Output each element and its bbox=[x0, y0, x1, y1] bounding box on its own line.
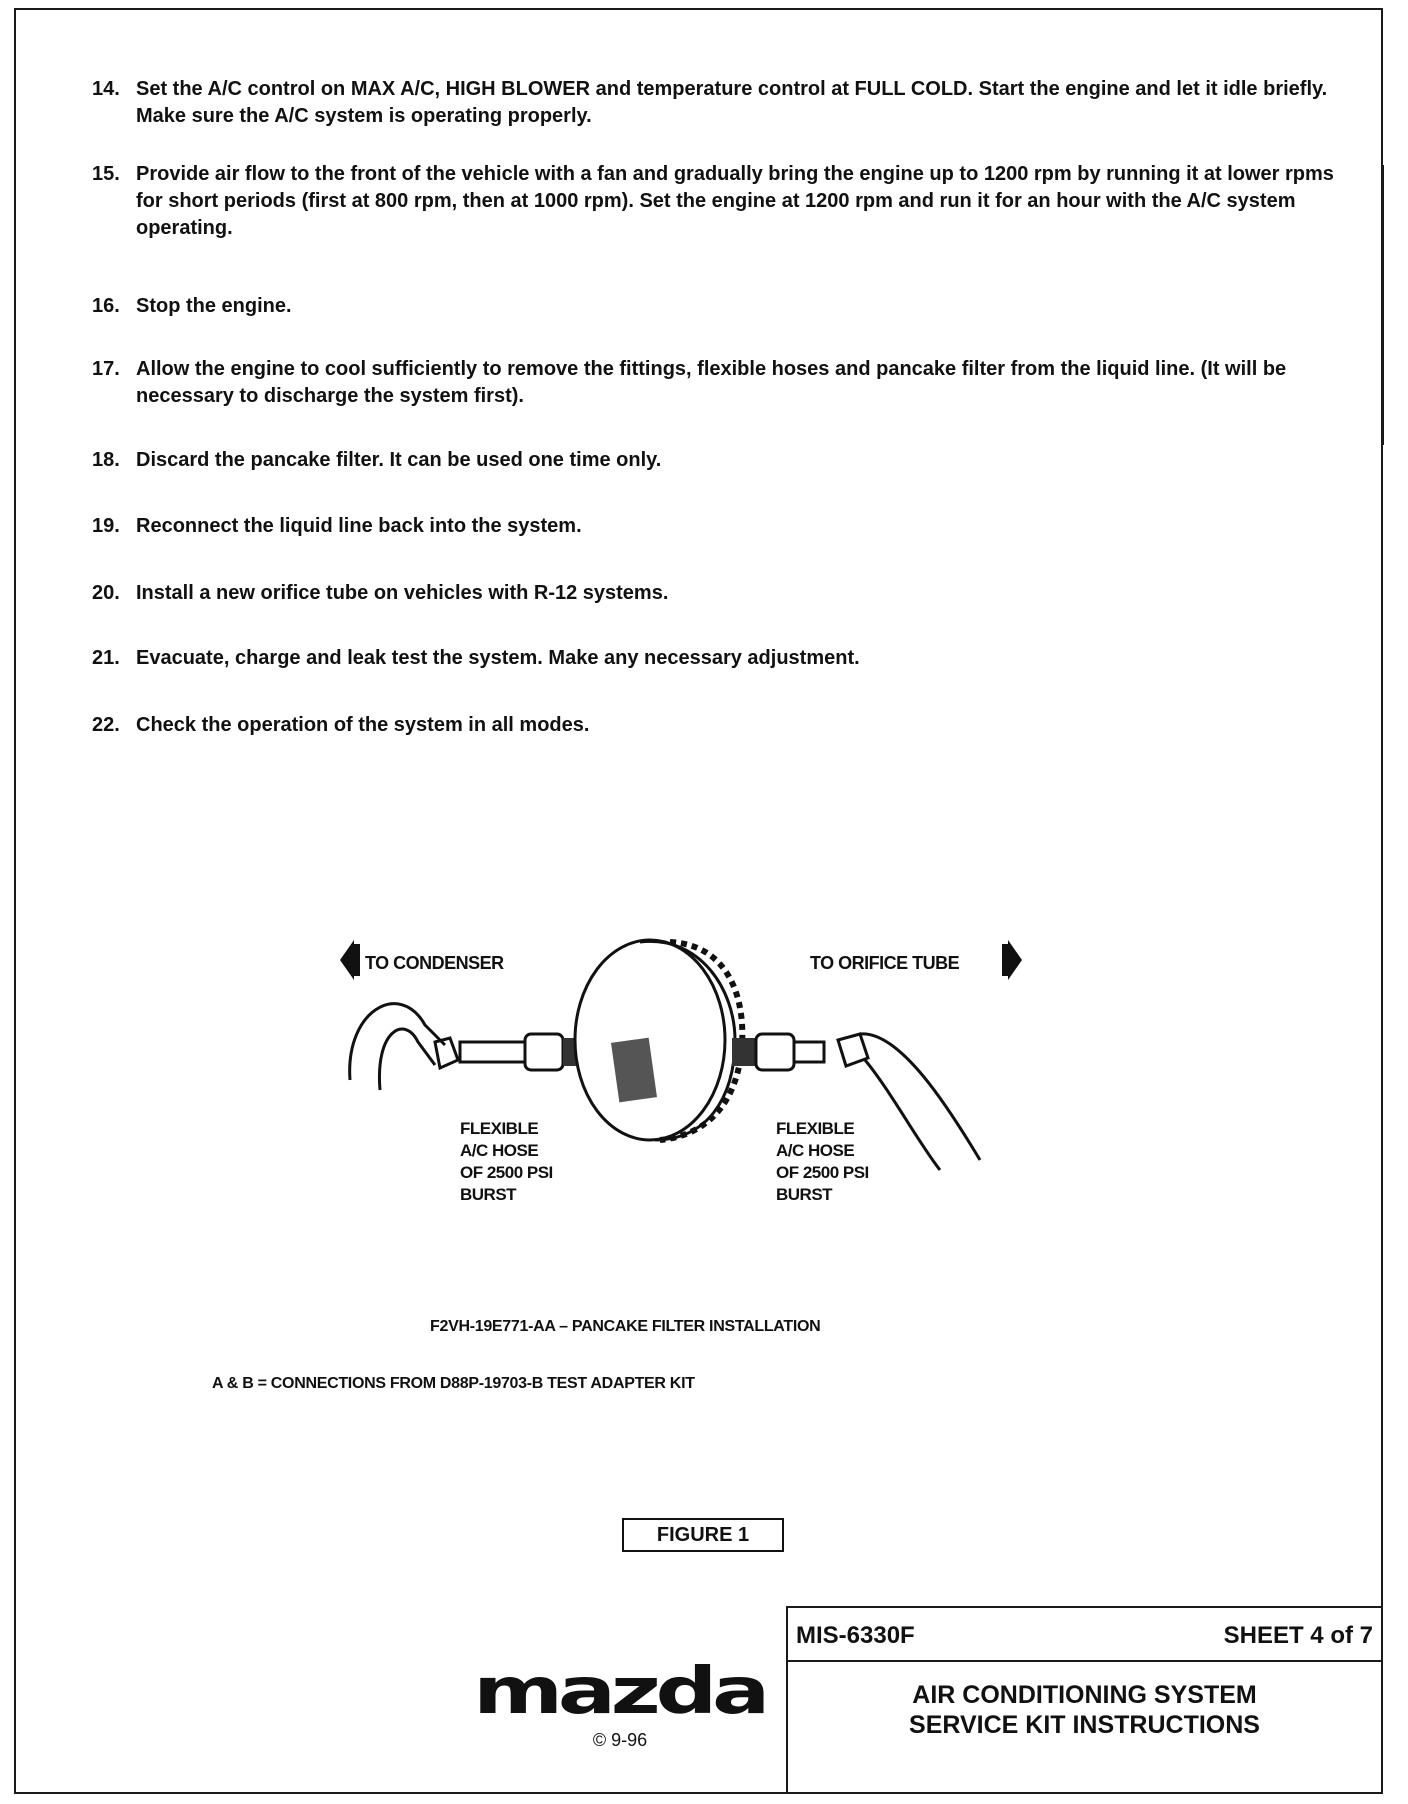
right-hose-label bbox=[776, 1118, 869, 1206]
right-hose-end bbox=[838, 1034, 868, 1066]
to-condenser-label: TO CONDENSER bbox=[365, 953, 504, 973]
step-number: 19. bbox=[92, 515, 120, 537]
hose-label-line: A/C HOSE bbox=[776, 1141, 855, 1160]
step-number: 15. bbox=[92, 163, 120, 185]
step-16 bbox=[92, 293, 1342, 320]
hose-label-line: BURST bbox=[460, 1185, 517, 1204]
copyright: © 9-96 bbox=[592, 1730, 648, 1750]
step-text: Reconnect the liquid line back into the system. bbox=[136, 515, 582, 537]
hose-label-line: A/C HOSE bbox=[460, 1141, 539, 1160]
step-number: 21. bbox=[92, 647, 120, 669]
hose-label-line: FLEXIBLE bbox=[776, 1119, 855, 1138]
figure-label: FIGURE 1 bbox=[622, 1518, 784, 1552]
step-number: 14. bbox=[92, 78, 120, 100]
right-arrow-shaft bbox=[1002, 944, 1010, 976]
step-text: Check the operation of the system in all modes. bbox=[136, 714, 590, 736]
right-hose-inner bbox=[865, 1060, 940, 1170]
step-14 bbox=[92, 76, 1342, 130]
hose-label-line: FLEXIBLE bbox=[460, 1119, 539, 1138]
step-text: Install a new orifice tube on vehicles with R-12 systems. bbox=[136, 582, 669, 604]
title-block bbox=[786, 1606, 1383, 1794]
step-number: 18. bbox=[92, 449, 120, 471]
mazda-logo: mazda bbox=[473, 1655, 765, 1729]
margin-mark bbox=[1382, 165, 1384, 445]
step-text: Allow the engine to cool sufficiently to remove the fittings, flexible hoses and pancake filter from the liquid line. (It will be necessary to discharge the system first). bbox=[136, 358, 1287, 407]
step-text: Set the A/C control on MAX A/C, HIGH BLOWER and temperature control at FULL COLD. Start the engine and let it idle briefly. Make sure the A/C system is operating properly. bbox=[136, 78, 1328, 127]
step-number: 22. bbox=[92, 714, 120, 736]
document-number: MIS-6330F bbox=[796, 1622, 915, 1649]
right-tube bbox=[794, 1042, 824, 1062]
step-19 bbox=[92, 513, 1342, 540]
left-arrow-shaft bbox=[352, 944, 360, 976]
document-title bbox=[788, 1680, 1381, 1740]
hose-label-line: OF 2500 PSI bbox=[776, 1163, 869, 1182]
left-hose bbox=[350, 1004, 445, 1080]
step-text: Discard the pancake filter. It can be used one time only. bbox=[136, 449, 662, 471]
to-orifice-tube-label: TO ORIFICE TUBE bbox=[810, 953, 960, 973]
right-fitting-thread bbox=[732, 1038, 756, 1066]
step-20 bbox=[92, 580, 1342, 607]
hose-label-line: BURST bbox=[776, 1185, 833, 1204]
step-22 bbox=[92, 712, 1342, 739]
step-18 bbox=[92, 447, 1342, 474]
filter-face bbox=[575, 940, 725, 1140]
step-number: 16. bbox=[92, 295, 120, 317]
pancake-filter-diagram bbox=[340, 930, 1030, 1240]
left-hose-end bbox=[435, 1038, 458, 1068]
document-title-line: AIR CONDITIONING SYSTEM bbox=[912, 1681, 1257, 1709]
step-text: Stop the engine. bbox=[136, 295, 292, 317]
step-17 bbox=[92, 356, 1342, 410]
filter-illustration bbox=[340, 930, 1030, 1240]
sheet-number: SHEET 4 of 7 bbox=[1223, 1622, 1373, 1649]
step-text: Provide air flow to the front of the vehicle with a fan and gradually bring the engine up to 1200 rpm by running it at lower rpms for short periods (first at 800 rpm, then at 1000 rpm). Set the engine at 1200 rpm and run it for an hour with the A/C system operating. bbox=[136, 163, 1334, 239]
step-number: 17. bbox=[92, 358, 120, 380]
left-hose-inner bbox=[379, 1029, 435, 1090]
hose-label-line: OF 2500 PSI bbox=[460, 1163, 553, 1182]
left-hose-label bbox=[460, 1118, 553, 1206]
step-15 bbox=[92, 161, 1342, 242]
right-fitting-nut bbox=[756, 1034, 794, 1070]
step-text: Evacuate, charge and leak test the system. Make any necessary adjustment. bbox=[136, 647, 860, 669]
left-arrow-icon bbox=[340, 940, 354, 980]
right-arrow-icon bbox=[1008, 940, 1022, 980]
step-number: 20. bbox=[92, 582, 120, 604]
connections-caption: A & B = CONNECTIONS FROM D88P-19703-B TEST ADAPTER KIT bbox=[212, 1375, 695, 1392]
left-tube bbox=[460, 1042, 525, 1062]
left-fitting-nut bbox=[525, 1034, 563, 1070]
part-caption: F2VH-19E771-AA – PANCAKE FILTER INSTALLATION bbox=[430, 1318, 821, 1335]
document-title-line: SERVICE KIT INSTRUCTIONS bbox=[909, 1711, 1260, 1739]
step-21 bbox=[92, 645, 1342, 672]
title-block-header bbox=[788, 1608, 1381, 1662]
